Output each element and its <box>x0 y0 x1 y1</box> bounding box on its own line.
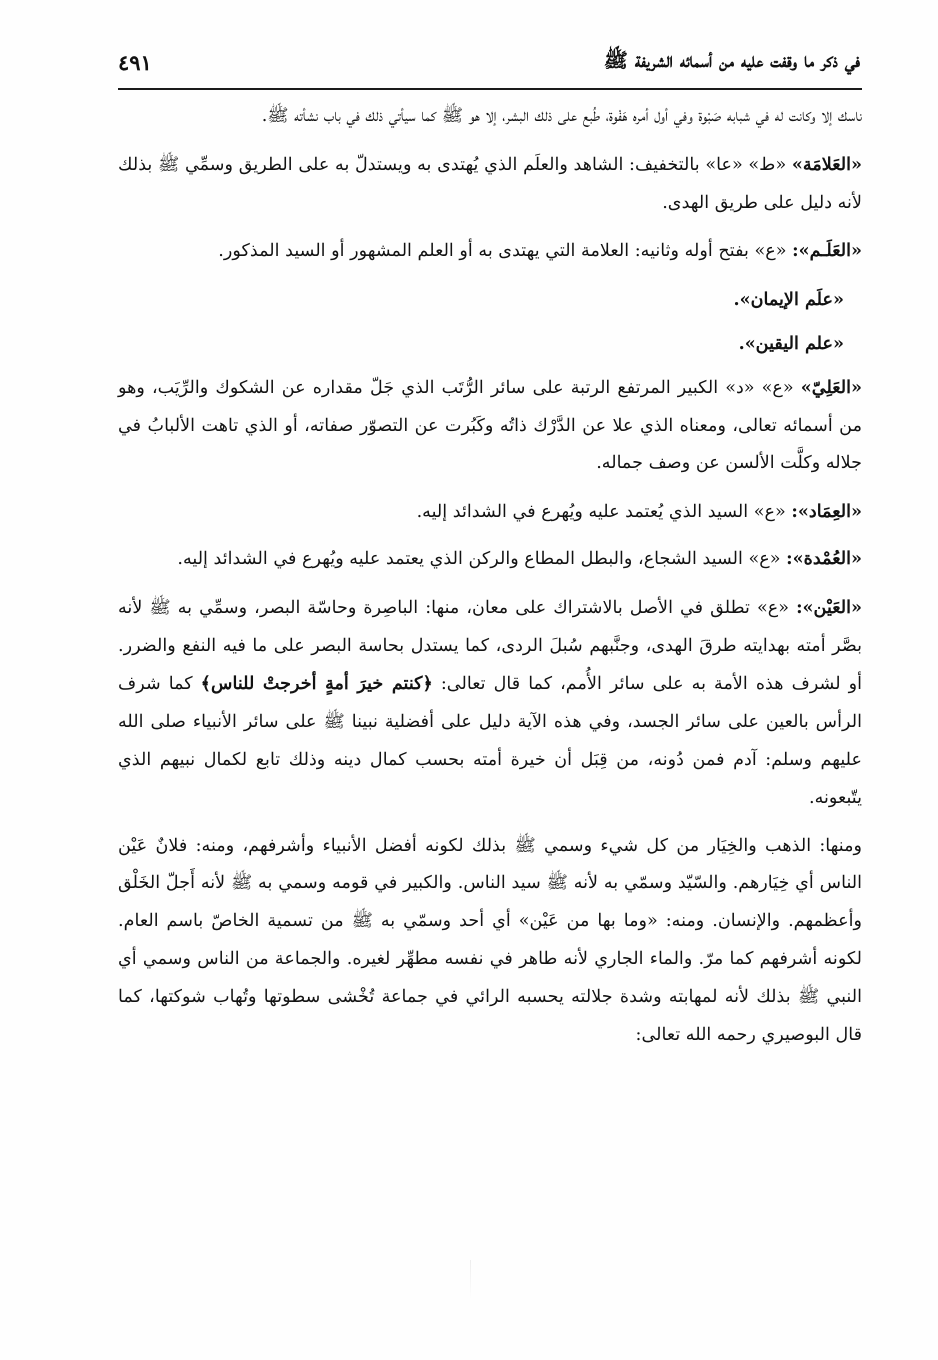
entry-term: «العَلِيّ» <box>800 376 862 398</box>
paragraph-text: ناسك إلا وكانت له في شبابه صَبْوة وفي أول أمره هَفْوة، طُبع على ذلك البشر، إلا هو ﷺ كما سيأتي ذلك في باب نشأته ﷺ. <box>261 106 862 126</box>
entry-definition: «ع» «د» الكبير المرتفع الرتبة على سائر الرُّتَب الذي جَلّ مقداره عن الشكوك والرِّيَب، وهو من أسمائه تعالى، ومعناه الذي علا عن الدَّرْك ذاتُه وكَبُرت عن التصوّر صفاته، أو الذي تاهت الألبابُ في جلاله وكلَّت الألسن عن وصف جماله. <box>118 377 862 474</box>
entry-term: «العَلَـم»: <box>792 240 862 262</box>
entry-term: «علَم الإيمان». <box>733 289 844 311</box>
entry-alam-al-iman <box>118 281 862 319</box>
entry-definition: «ع» السيد الذي يُعتمد عليه ويُهرع في الشدائد إليه. <box>416 502 792 523</box>
entry-term: «العَلامَة» <box>791 153 862 175</box>
running-header <box>118 40 860 84</box>
entry-definition: «ع» السيد الشجاع، والبطل المطاع والركن الذي يعتمد عليه ويُهرع في الشدائد إليه. <box>177 548 787 569</box>
entry-definition: «ط» «عا» بالتخفيف: الشاهد والعلَم الذي يُهتدى به ويستدلّ به على الطريق وسمِّي ﷺ بذلك لأنه دليل على طريق الهدى. <box>118 154 862 213</box>
entry-term: «العِمَاد»: <box>791 501 862 523</box>
entry-ilm-al-yaqin <box>118 325 862 363</box>
entry-term: «علم اليقين». <box>738 332 844 354</box>
paragraph-other-meanings <box>118 828 862 1055</box>
entry-al-imad <box>118 493 862 532</box>
entry-al-ali <box>118 369 862 483</box>
scan-artifact <box>470 1260 471 1300</box>
entry-term: «العَيْن»: <box>796 596 862 618</box>
entry-al-alama <box>118 146 862 223</box>
paragraph-text: ومنها: الذهب والخِيَار من كل شيء وسمي ﷺ بذلك لكونه أفضل الأنبياء وأشرفهم، ومنه: فلانٌ عَيْن الناس أي خِيَارهم. والسّيّد وسمّي به لأنه ﷺ سيد الناس. والكبير في قومه وسمي به ﷺ لأنه أَجلّ الخَلْق وأعظمهم. والإنسان. ومنه: «وما بها من عَيْن» أي أحد وسمّي به ﷺ من تسمية الخاصّ باسم العام. لكونه أشرفهم كما مرّ. والماء الجاري لأنه طاهر في نفسه مطهِّر لغيره. والجماعة من الناس وسمي أي النبي ﷺ بذلك لأنه لمهابته وشدة جلالته يحسبه الرائي في جماعة تُخْشى سطوتها وتُهاب شوكتها، كما قال البوصيري رحمه الله تعالى: <box>118 835 862 1045</box>
entry-al-alam <box>118 232 862 271</box>
entry-definition: «ع» بفتح أوله وثانيه: العلامة التي يهتدى به أو العلم المشهور أو السيد المذكور. <box>218 241 793 262</box>
quran-quote: ﴿كنتم خيرَ أمةٍ أخرجتْ للناس﴾ <box>200 673 433 695</box>
page-number: ٤٩١ <box>118 49 152 75</box>
entry-definition-continued: كما شرف الرأس بالعين على سائر الجسد، وفي هذه الآية دليل على أفضلية نبينا ﷺ على سائر الأنبياء صلى الله عليهم وسلم: آدم فمن دُونه، من قِبَل أن خيرة أمته بحسب كمال دينه وذلك تابع لكمال نبيهم الذي يتّبعونه. <box>118 674 862 808</box>
running-header-title: في ذكر ما وقفت عليه من أسمائه الشريفة ﷺ <box>603 47 860 72</box>
entry-al-umda <box>118 540 862 579</box>
header-rule <box>118 88 862 90</box>
paragraph-continuation <box>118 98 862 136</box>
entry-al-ayn <box>118 589 862 818</box>
entry-definition: «ع» تطلق في الأصل بالاشتراك على معان، منها: الباصِرة وحاسّة البصر، وسمِّي به ﷺ لأنه بصَّر أمته بهدايته طرقَ الهدى، وجنَّبهم سُبلَ الردى، كما يستدل بحاسة البصر على ما فيه النفع والضرر. أو لشرف هذه الأمة به على سائر الأُمم، كما قال تعالى: <box>118 597 863 695</box>
entry-term: «العُمْدة»: <box>786 547 862 569</box>
page-body <box>118 98 862 1064</box>
